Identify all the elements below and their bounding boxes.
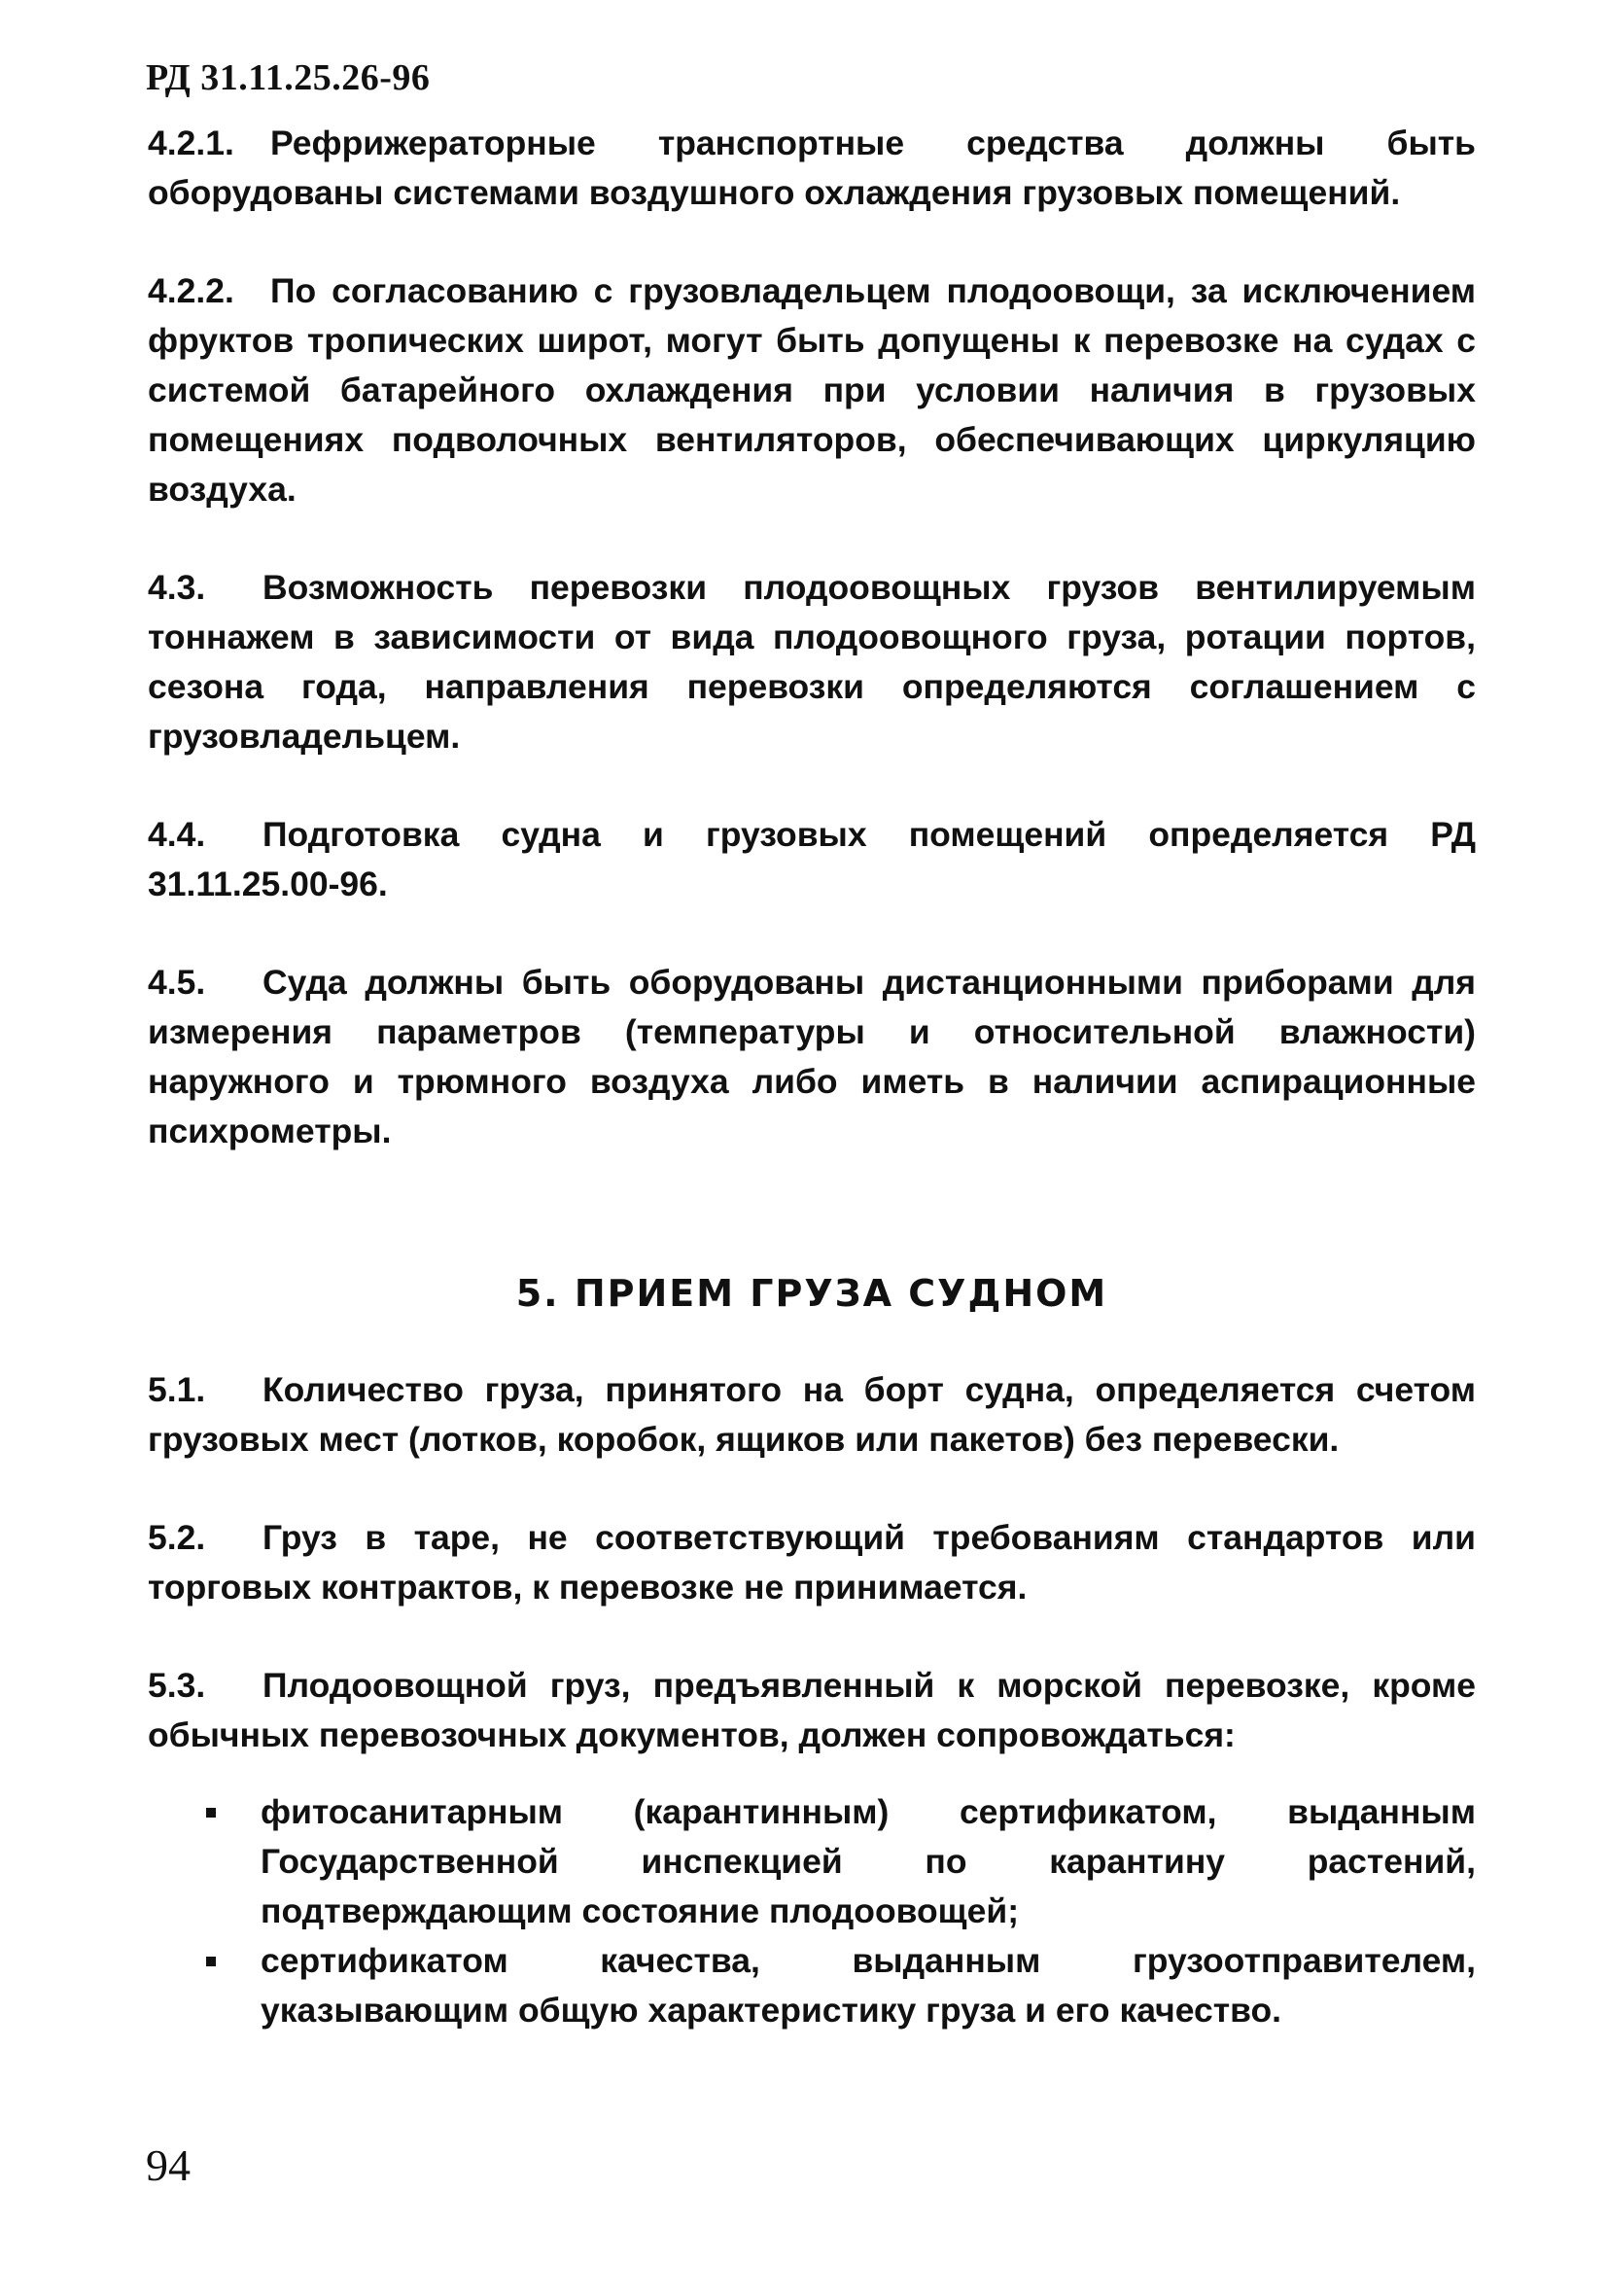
list-item-text: сертификатом качества, выданным грузоотправителем, указывающим общую характеристику груза и его качество. <box>261 1941 1476 2030</box>
paragraph-number: 4.3. <box>148 568 206 607</box>
list-item <box>148 1936 1476 2035</box>
paragraph-5-3 <box>148 1661 1476 1760</box>
square-bullet-icon <box>206 1957 216 1966</box>
paragraph-text: Плодоовощной груз, предъявленный к морской перевозке, кроме обычных перевозочных документов, должен сопровождаться: <box>148 1666 1476 1754</box>
paragraph-5-1 <box>148 1365 1476 1465</box>
paragraph-text: Количество груза, принятого на борт судна, определяется счетом грузовых мест (лотков, коробок, ящиков или пакетов) без перевески. <box>148 1370 1476 1459</box>
paragraph-text: По согласованию с грузовладельцем плодоовощи, за исключением фруктов тропических широт, могут быть допущены к перевозке на судах с системой батарейного охлаждения при условии наличия в грузовых помещениях подволочных вентиляторов, обеспечивающих циркуляцию воздуха. <box>148 271 1476 509</box>
paragraph-4-4 <box>148 810 1476 909</box>
square-bullet-icon <box>206 1808 216 1818</box>
paragraph-4-2-1 <box>148 119 1476 218</box>
bullet-list <box>148 1787 1476 2035</box>
paragraph-number: 4.2.1. <box>148 124 234 162</box>
paragraph-4-3 <box>148 563 1476 761</box>
paragraph-5-2 <box>148 1513 1476 1612</box>
paragraph-text: Рефрижераторные транспортные средства должны быть оборудованы системами воздушного охлаждения грузовых помещений. <box>148 124 1476 212</box>
page-number: 94 <box>146 2140 191 2190</box>
section-title: 5. ПРИЕМ ГРУЗА СУДНОМ <box>515 1272 1108 1315</box>
paragraph-number: 4.5. <box>148 963 206 1002</box>
paragraph-number: 5.1. <box>148 1370 206 1409</box>
paragraph-text: Подготовка судна и грузовых помещений определяется РД 31.11.25.00-96. <box>148 815 1476 903</box>
paragraph-4-5 <box>148 958 1476 1156</box>
paragraph-text: Груз в таре, не соответствующий требованиям стандартов или торговых контрактов, к перевозке не принимается. <box>148 1518 1476 1607</box>
paragraph-text: Суда должны быть оборудованы дистанционными приборами для измерения параметров (температуры и относительной влажности) наружного и трюмного воздуха либо иметь в наличии аспирационные психрометры. <box>148 963 1476 1150</box>
document-body <box>148 119 1476 2035</box>
paragraph-number: 4.2.2. <box>148 271 234 310</box>
paragraph-number: 5.3. <box>148 1666 206 1705</box>
list-item <box>148 1787 1476 1936</box>
running-header: РД 31.11.25.26-96 <box>146 57 431 98</box>
list-item-text: фитосанитарным (карантинным) сертификатом, выданным Государственной инспекцией по карантину растений, подтверждающим состояние плодоовощей; <box>261 1792 1476 1930</box>
paragraph-4-2-2 <box>148 266 1476 514</box>
paragraph-number: 5.2. <box>148 1518 206 1557</box>
paragraph-text: Возможность перевозки плодоовощных грузов вентилируемым тоннажем в зависимости от вида плодоовощного груза, ротации портов, сезона года, направления перевозки определяются соглашением с грузовладельцем. <box>148 568 1476 756</box>
paragraph-number: 4.4. <box>148 815 206 854</box>
